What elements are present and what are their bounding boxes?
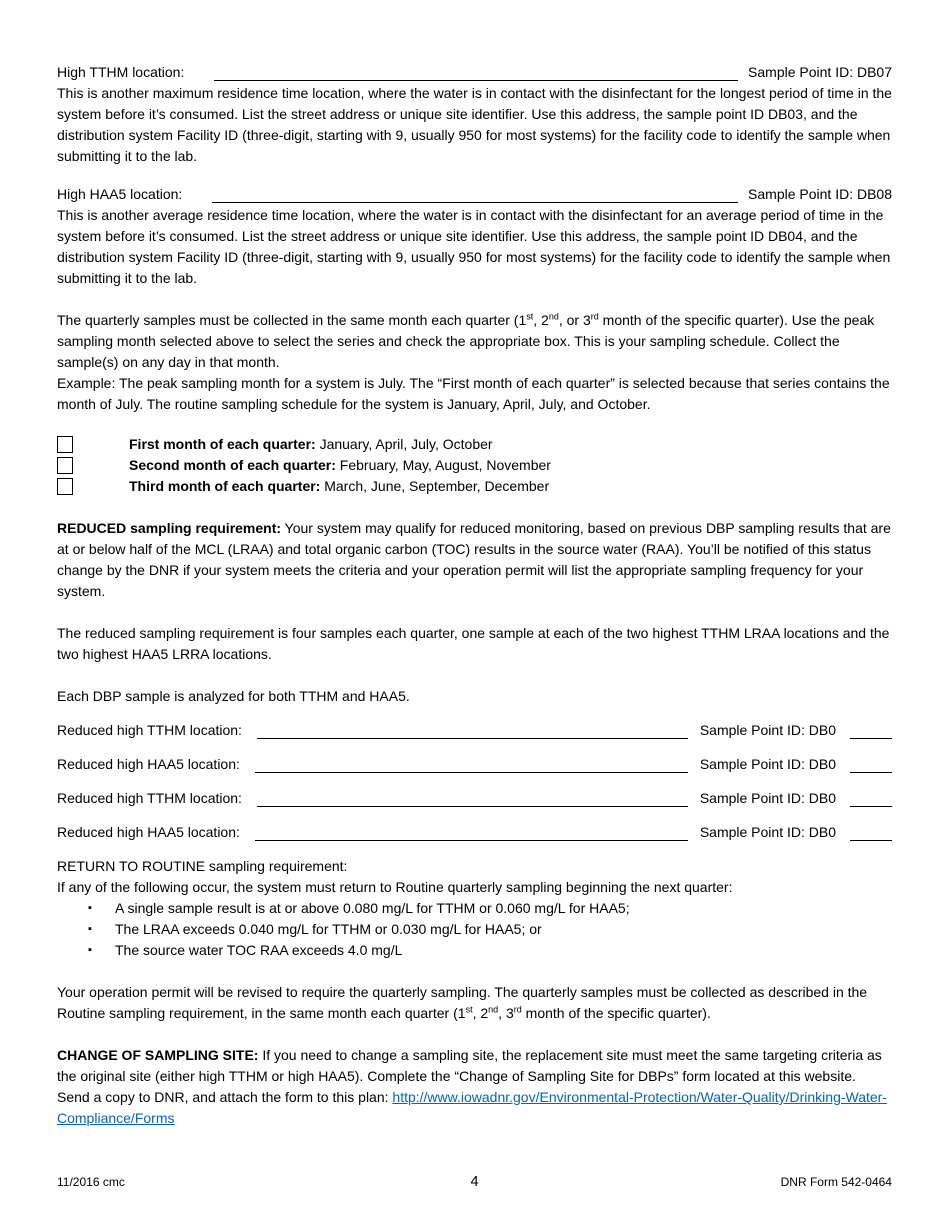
change-of-sampling-site-paragraph — [57, 1045, 892, 1129]
schedule-option-first-month — [57, 434, 892, 455]
reduced-haa5-location-field-2[interactable] — [255, 827, 688, 841]
quarterly-sup-rd: rd — [590, 311, 599, 322]
schedule-option-third-month — [57, 476, 892, 497]
operation-permit-sup-nd: nd — [488, 1004, 499, 1015]
schedule-option-text — [129, 434, 493, 455]
iowadnr-forms-link[interactable]: http://www.iowadnr.gov/Environmental-Protection/Water-Quality/Drinking-Water-Compliance/Forms — [57, 1089, 887, 1126]
reduced-haa5-location-field-1[interactable] — [255, 759, 688, 773]
high-haa5-location-row — [57, 184, 892, 205]
quarterly-text-2: , 2 — [533, 312, 549, 328]
high-haa5-sample-point-id: Sample Point ID: DB08 — [748, 186, 892, 202]
reduced-haa5-label-1: Reduced high HAA5 location: — [57, 756, 240, 772]
reduced-tthm-location-field-2[interactable] — [257, 793, 688, 807]
checkbox-third-month[interactable] — [57, 478, 73, 495]
reduced-haa5-row-1 — [57, 754, 892, 775]
quarterly-paragraph — [57, 310, 892, 373]
high-tthm-location-label: High TTHM location: — [57, 64, 185, 80]
reduced-haa5-label-2: Reduced high HAA5 location: — [57, 824, 240, 840]
operation-permit-text-1: Your operation permit will be revised to require the quarterly sampling. The quarterly samples must be collected as described in the Routine sampling requirement, in the same month each quarter (1 — [57, 984, 868, 1021]
reduced-haa5-row-2 — [57, 822, 892, 843]
reduced-tthm-row-1 — [57, 720, 892, 741]
second-month-months: February, May, August, November — [335, 457, 551, 473]
quarterly-text-1: The quarterly samples must be collected in the same month each quarter (1 — [57, 312, 527, 328]
high-haa5-location-label: High HAA5 location: — [57, 186, 183, 202]
each-dbp-note: Each DBP sample is analyzed for both TTHM and HAA5. — [57, 688, 410, 704]
return-to-routine-section — [57, 856, 892, 961]
return-routine-heading: RETURN TO ROUTINE sampling requirement: — [57, 858, 348, 874]
first-month-months: January, April, July, October — [315, 436, 493, 452]
third-month-label: Third month of each quarter: — [129, 478, 321, 494]
reduced-haa5-sample-point-1: Sample Point ID: DB0 — [699, 756, 836, 772]
reduced-tthm-id-digit-field-2[interactable] — [850, 793, 892, 807]
page-content — [57, 62, 892, 1129]
reduced-tthm-location-field-1[interactable] — [257, 725, 688, 739]
reduced-tthm-id-digit-field-1[interactable] — [850, 725, 892, 739]
reduced-tthm-label-2: Reduced high TTHM location: — [57, 790, 242, 806]
bullet-text: The source water TOC RAA exceeds 4.0 mg/L — [115, 942, 403, 958]
reduced-sampling-body: Your system may qualify for reduced monitoring, based on previous DBP sampling results that are at or below half of the MCL (LRAA) and total organic carbon (TOC) results in the source water (RAA). You’ll be notified of this status change by the DNR if your system meets the criteria and your operation permit will list the appropriate sampling frequency for your system. — [57, 520, 891, 599]
reduced-sampling-paragraph — [57, 518, 892, 602]
change-site-heading: CHANGE OF SAMPLING SITE: — [57, 1047, 259, 1063]
reduced-tthm-label-1: Reduced high TTHM location: — [57, 722, 242, 738]
high-tthm-location-row — [57, 62, 892, 83]
footer-form-number: DNR Form 542-0464 — [780, 1175, 892, 1189]
reduced-tthm-sample-point-2: Sample Point ID: DB0 — [699, 790, 836, 806]
quarterly-sup-nd: nd — [548, 311, 559, 322]
quarterly-example: Example: The peak sampling month for a system is July. The “First month of each quarter” is selected because that series contains the month of July. The routine sampling schedule for the system is January, April, July, and October. — [57, 375, 890, 412]
reduced-tthm-row-2 — [57, 788, 892, 809]
schedule-options-group — [57, 434, 892, 497]
checkbox-second-month[interactable] — [57, 457, 73, 474]
square-bullet-icon: ▪ — [88, 902, 92, 914]
footer-page-number: 4 — [470, 1174, 479, 1190]
page-footer — [57, 1174, 892, 1190]
bullet-text: A single sample result is at or above 0.080 mg/L for TTHM or 0.060 mg/L for HAA5; — [115, 900, 630, 916]
reduced-requirement-paragraph: The reduced sampling requirement is four samples each quarter, one sample at each of the two highest TTHM LRAA locations and the two highest HAA5 LRRA locations. — [57, 625, 890, 662]
schedule-option-text — [129, 476, 549, 497]
high-tthm-sample-point-id: Sample Point ID: DB07 — [748, 64, 892, 80]
schedule-option-text — [129, 455, 551, 476]
bullet-text: The LRAA exceeds 0.040 mg/L for TTHM or 0.030 mg/L for HAA5; or — [115, 921, 542, 937]
high-haa5-location-field[interactable] — [212, 189, 738, 203]
second-month-label: Second month of each quarter: — [129, 457, 336, 473]
change-site-body: If you need to change a sampling site, the replacement site must meet the same targeting criteria as the original site (either high TTHM or high HAA5). Complete the “Change of Sampling Site for DBPs” form located at this website. Send a copy to DNR, and attach the form to this plan: — [57, 1047, 882, 1105]
reduced-haa5-id-digit-field-2[interactable] — [850, 827, 892, 841]
operation-permit-text-2: , 2 — [472, 1005, 489, 1021]
reduced-haa5-id-digit-field-1[interactable] — [850, 759, 892, 773]
operation-permit-paragraph — [57, 982, 892, 1024]
operation-permit-text-3: , 3 — [498, 1005, 514, 1021]
quarterly-sup-st: st — [526, 311, 534, 322]
operation-permit-text-4: month of the specific quarter). — [521, 1005, 711, 1021]
reduced-tthm-sample-point-1: Sample Point ID: DB0 — [699, 722, 836, 738]
return-routine-bullet-2 — [57, 919, 892, 940]
reduced-haa5-sample-point-2: Sample Point ID: DB0 — [699, 824, 836, 840]
return-routine-intro: If any of the following occur, the system must return to Routine quarterly sampling beginning the next quarter: — [57, 879, 733, 895]
square-bullet-icon: ▪ — [88, 944, 92, 956]
schedule-option-second-month — [57, 455, 892, 476]
quarterly-text-3: , or 3 — [558, 312, 591, 328]
reduced-sampling-heading: REDUCED sampling requirement: — [57, 520, 282, 536]
third-month-months: March, June, September, December — [320, 478, 550, 494]
return-routine-bullet-3 — [57, 940, 892, 961]
operation-permit-sup-st: st — [465, 1004, 473, 1015]
high-tthm-description: This is another maximum residence time location, where the water is in contact with the disinfectant for the longest period of time in the system before it’s consumed. List the street address or unique site identifier. Use this address, the sample point ID DB03, and the distribution system Facility ID (three-digit, starting with 9, usually 950 for most systems) for the facility code to identify the sample when submitting it to the lab. — [57, 85, 892, 164]
checkbox-first-month[interactable] — [57, 436, 73, 453]
first-month-label: First month of each quarter: — [129, 436, 316, 452]
high-tthm-location-field[interactable] — [214, 67, 738, 81]
high-haa5-description: This is another average residence time location, where the water is in contact with the disinfectant for an average period of time in the system before it’s consumed. List the street address or unique site identifier. Use this address, the sample point ID DB04, and the distribution system Facility ID (three-digit, starting with 9, usually 950 for most systems) for the facility code to identify the sample when submitting it to the lab. — [57, 207, 891, 286]
quarterly-text-4: month of the specific quarter). Use the peak sampling month selected above to select the series and check the appropriate box. This is your sampling schedule. Collect the sample(s) on any day in that month. — [57, 312, 875, 370]
return-routine-bullet-1 — [57, 898, 892, 919]
square-bullet-icon: ▪ — [88, 923, 92, 935]
footer-revision: 11/2016 cmc — [57, 1175, 125, 1189]
reduced-location-rows — [57, 720, 892, 843]
operation-permit-sup-rd: rd — [513, 1004, 522, 1015]
